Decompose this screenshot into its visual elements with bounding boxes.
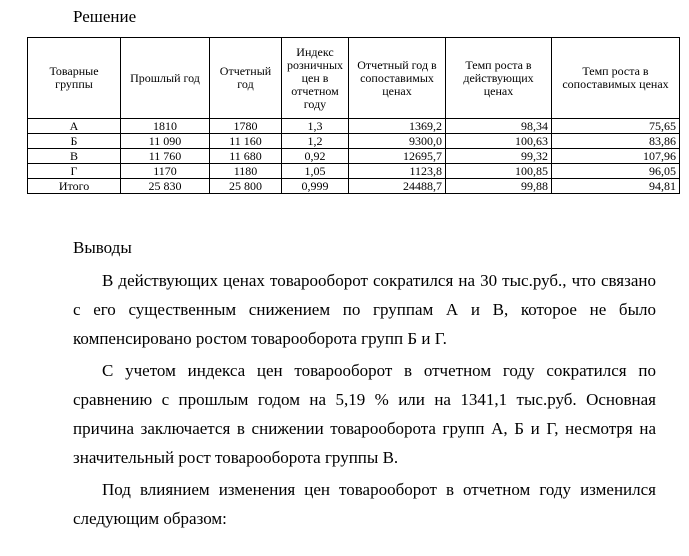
header-comparable-prices: Отчетный год в сопоставимых ценах [349,38,446,119]
cell-reporting-year: 1780 [210,119,282,134]
header-growth-comparable-prices: Темп роста в сопоставимых ценах [552,38,680,119]
cell-group: Итого [28,179,121,194]
cell-price-index: 1,3 [282,119,349,134]
solution-heading: Решение [73,7,137,26]
header-product-groups: Товарные группы [28,38,121,119]
cell-growth-current: 100,85 [446,164,552,179]
cell-comparable-prices: 1123,8 [349,164,446,179]
header-retail-price-index: Индекс розничных цен в отчетном году [282,38,349,119]
cell-growth-comparable: 94,81 [552,179,680,194]
table-row [28,149,680,164]
cell-comparable-prices: 24488,7 [349,179,446,194]
cell-group: Б [28,134,121,149]
cell-price-index: 0,999 [282,179,349,194]
header-previous-year: Прошлый год [121,38,210,119]
paragraph: Под влиянием изменения цен товарооборот в отчетном году изменился следующим образом: [73,480,656,528]
cell-growth-current: 98,34 [446,119,552,134]
table-row [28,134,680,149]
cell-reporting-year: 1180 [210,164,282,179]
cell-growth-current: 99,32 [446,149,552,164]
table-row [28,164,680,179]
cell-reporting-year: 11 160 [210,134,282,149]
cell-price-index: 0,92 [282,149,349,164]
cell-price-index: 1,05 [282,164,349,179]
cell-group: В [28,149,121,164]
cell-growth-comparable: 107,96 [552,149,680,164]
header-growth-current-prices: Темп роста в действующих ценах [446,38,552,119]
header-reporting-year: Отчетный год [210,38,282,119]
cell-growth-comparable: 96,05 [552,164,680,179]
cell-group: А [28,119,121,134]
cell-comparable-prices: 1369,2 [349,119,446,134]
cell-growth-comparable: 83,86 [552,134,680,149]
table-header-row [28,38,680,119]
cell-previous-year: 1170 [121,164,210,179]
paragraph: В действующих ценах товарооборот сократился на 30 тыс.руб., что связано с его существенным снижением по группам А и В, которое не было компенсировано ростом товарооборота групп Б и Г. [73,271,656,348]
paragraph: С учетом индекса цен товарооборот в отчетном году сократился по сравнению с прошлым годом на 5,19 % или на 1341,1 тыс.руб. Основная причина заключается в снижении товарооборота групп А, Б и Г, несмотря на значительный рост товарооборота группы В. [73,361,656,467]
cell-previous-year: 11 090 [121,134,210,149]
cell-price-index: 1,2 [282,134,349,149]
cell-reporting-year: 11 680 [210,149,282,164]
conclusions-heading: Выводы [73,238,132,257]
cell-comparable-prices: 9300,0 [349,134,446,149]
cell-growth-current: 100,63 [446,134,552,149]
cell-growth-current: 99,88 [446,179,552,194]
cell-comparable-prices: 12695,7 [349,149,446,164]
data-table [27,37,680,194]
cell-previous-year: 11 760 [121,149,210,164]
cell-group: Г [28,164,121,179]
cell-reporting-year: 25 800 [210,179,282,194]
cell-previous-year: 1810 [121,119,210,134]
table-row [28,119,680,134]
cell-previous-year: 25 830 [121,179,210,194]
cell-growth-comparable: 75,65 [552,119,680,134]
conclusions-body [73,266,656,536]
table-total-row [28,179,680,194]
